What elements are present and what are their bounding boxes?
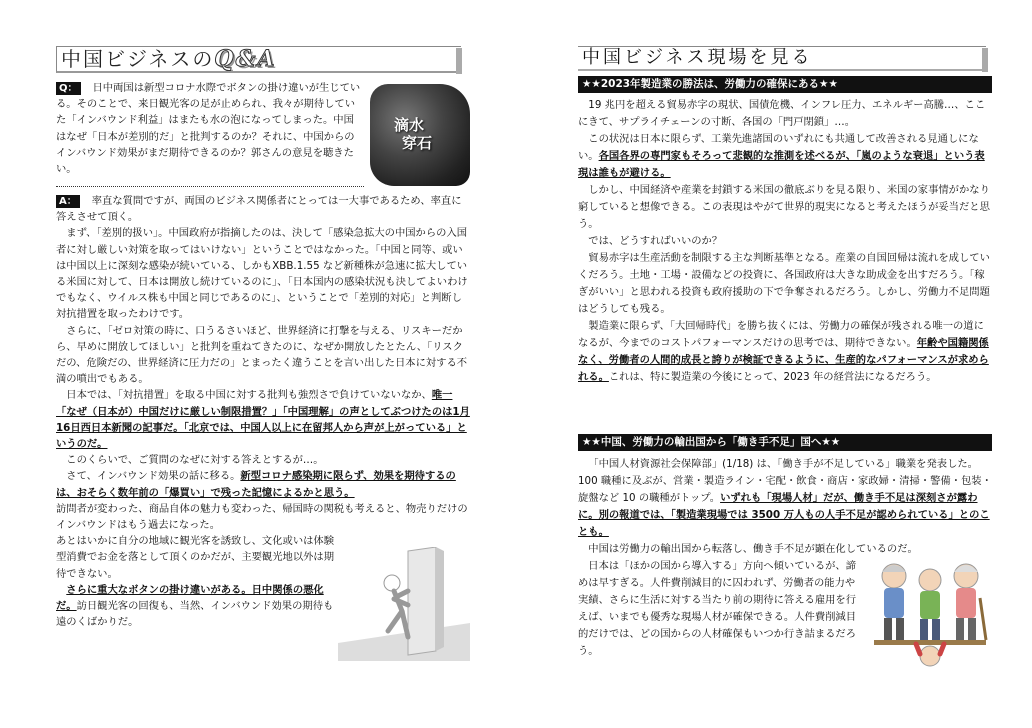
answer-paragraph-4: 日本では、「対抗措置」を取る中国に対する批判も強烈さで負けていないなか、唯一「なぜ（日本が）中国だけに厳しい制限措置？」「中国理解」の声としてぶつけたのは1月16日西日本新聞の記事だ。「北京では、中国人以上に在留邦人から声が上がっている」というのだ。 — [56, 389, 470, 451]
section-1-paragraph-1: 19 兆円を超える貿易赤字の現状、国債危機、インフレ圧力、エネルギー高騰…、ここにきて、サプライチェーンの寸断、各国の「門戸閉鎖」…。 — [578, 99, 986, 128]
title-shadow-bar — [456, 48, 462, 74]
section-2-body — [578, 456, 992, 660]
right-page — [516, 0, 1032, 728]
field-title: 中国ビジネス現場を見る — [578, 46, 986, 71]
rock-image — [370, 84, 470, 186]
qa-title: 中国ビジネスのQ&A — [56, 46, 461, 73]
answer-tag: A： — [56, 195, 80, 208]
section-2-paragraph-1: 「中国人材資源社会保障部」(1/18) は、「働き手が不足している」職業を発表した。100 職種に及ぶが、営業・製造ライン・宅配・飲食・商店・家政婦・清掃・警備・包装・旋盤など 10 の職種がトップ。いずれも「現場人材」だが、働き手不足は深刻さが露わに。別の報道では、「製造業現場では 3500 万人もの人手不足が認められている」とのことも。 — [578, 458, 992, 538]
section-1-body — [578, 97, 992, 386]
answer-paragraph-3: さらに、「ゼロ対策の時に、口うるさいほど、世界経済に打撃を与える、リスキーだから、早めに開放してほしい」と批判を重ねてきたのに、なぜか開放したとたん、「リスクだの、危険だの、世界経済に圧力だの」とまったく違うことを言い出した日本に対する不満の噴出でもある。 — [56, 324, 468, 386]
qa-body — [56, 80, 470, 630]
answer-paragraph-8: さらに重大なボタンの掛け違いがある。日中関係の悪化だ。訪日観光客の回復も、当然、インバウンド効果の期待も遠のくばかりだ。 — [56, 583, 334, 629]
title-shadow-bar — [982, 48, 988, 72]
answer-paragraph-5: このくらいで、ご質問のなぜに対する答えとするが…。 — [66, 454, 324, 467]
question-text: Q： 日中両国は新型コロナ水際でボタンの掛け違いが生じている。そのことで、来日観光客の足が止められ、我々が期待していた「インバウンド利益」はまたも水の泡になってしまった。中国はなぜ「日本が差別的だ」と批判するのか？それに、中国からのインバウンド効果がまだ期待できるのか？郭さんの意見を聴きたい。 — [56, 82, 361, 176]
section-1-paragraph-6: 製造業に限らず、「大回帰時代」を勝ち抜くには、労働力の確保が残される唯一の道になるが、今までのコストパフォーマンスだけの思考では、期待できない。年齢や国籍関係なく、労働者の人間的成長と誇りが検証できるように、生産的なパフォーマンスが求められる。これは、特に製造業の今後にとって、2023 年の経営法になるだろう。 — [578, 320, 989, 383]
section-1-paragraph-5: 貿易赤字は生産活動を制限する主な判断基準となる。産業の自国回帰は流れを成していくだろう。土地・工場・設備などの投資に、各国政府は大きな助成金を出すだろう。「稼ぎがいい」と思われる投資も政府援助の下で争奪されるだろう。しかし、労働力不足問題はどうしても残る。 — [578, 252, 990, 315]
section-1-paragraph-4: では、どうすればいいのか？ — [588, 235, 723, 247]
answer-paragraph-2: まず、「差別的扱い」。中国政府が指摘したのは、決して「感染急拡大の中国からの入国者に対し厳しい対策を取ってはいけない」ということではなかった。「中国と同等、或いは中国以上に深刻な感染が続いている、しかもXBB.1.55 など新種株が急速に拡大している米国に対して、日本は開放し続けているのに」、「日本国内の感染状況も決してよいわけでもなく、ウイルス株も中国と同じであるのに」、ということで「差別的対応」と判断し対抗措置を取ったわけです。 — [56, 227, 468, 321]
wall-pushing-figure-illustration — [338, 547, 470, 661]
elderly-workers-illustration — [868, 558, 992, 670]
question-block — [56, 80, 470, 184]
section-2-heading: ★★中国、労働力の輸出国から「働き手不足」国へ★★ — [578, 434, 992, 451]
qa-title-block — [56, 46, 464, 74]
rock-caption: 滴水 穿石 — [394, 116, 433, 152]
field-title-block — [578, 46, 990, 72]
section-2-paragraph-3: 日本は「ほかの国から導入する」方向へ傾いているが、諦めは早すぎる。人件費削減目的に囚われず、労働者の能力や実績、さらに生活に対する当たり前の期待に答える雇用を行えば、いまでも優秀な現場人材が確保できる。人件費削減目的だけでは、どの国からの人材確保もいつか行き詰まるだろう。 — [578, 560, 857, 657]
section-1-paragraph-2: この状況は日本に限らず、工業先進諸国のいずれにも共通して改善される見通しにない。各国各界の専門家もそろって悲観的な推測を述べるが、「嵐のような衰退」という表現は誰もが避ける。 — [578, 133, 985, 179]
answer-paragraph-6: さて、インバウンド効果の話に移る。新型コロナ感染期に限らず、効果を期待するのは、おそらく数年前の「爆買い」で残った記憶によるかと思う。 訪問者が変わった、商品自体の魅力も変わった、帰国時の関税も考えると、物売りだけのインバウンドはもう過去になった。 — [56, 470, 468, 532]
section-2-paragraph-2: 中国は労働力の輸出国から転落し、働き手不足が顕在化しているのだ。 — [588, 543, 918, 555]
section-1-paragraph-3: しかし、中国経済や産業を封鎖する米国の徹底ぶりを見る限り、米国の家事情がかなり窮していると想像できる。この表現はやがて世界的現実になると考えたほうが妥当だと思う。 — [578, 184, 990, 230]
question-tag: Q： — [56, 82, 81, 95]
answer-paragraph-7: あとはいかに自分の地域に観光客を誘致し、文化或いは体験型消費でお金を落として頂くのかだが、主要観光地以外は期待できない。 — [56, 535, 335, 580]
dotted-divider — [56, 186, 364, 187]
qa-title-logo: Q&A — [214, 46, 277, 72]
section-1-heading: ★★2023年製造業の勝法は、労働力の確保にある★★ — [578, 76, 992, 93]
answer-paragraph-1: A： 率直な質問ですが、両国のビジネス関係者にとっては一大事であるため、率直に答えさせて頂く。 — [56, 195, 462, 224]
section-2-tail — [578, 558, 992, 660]
answer-tail — [56, 533, 470, 630]
